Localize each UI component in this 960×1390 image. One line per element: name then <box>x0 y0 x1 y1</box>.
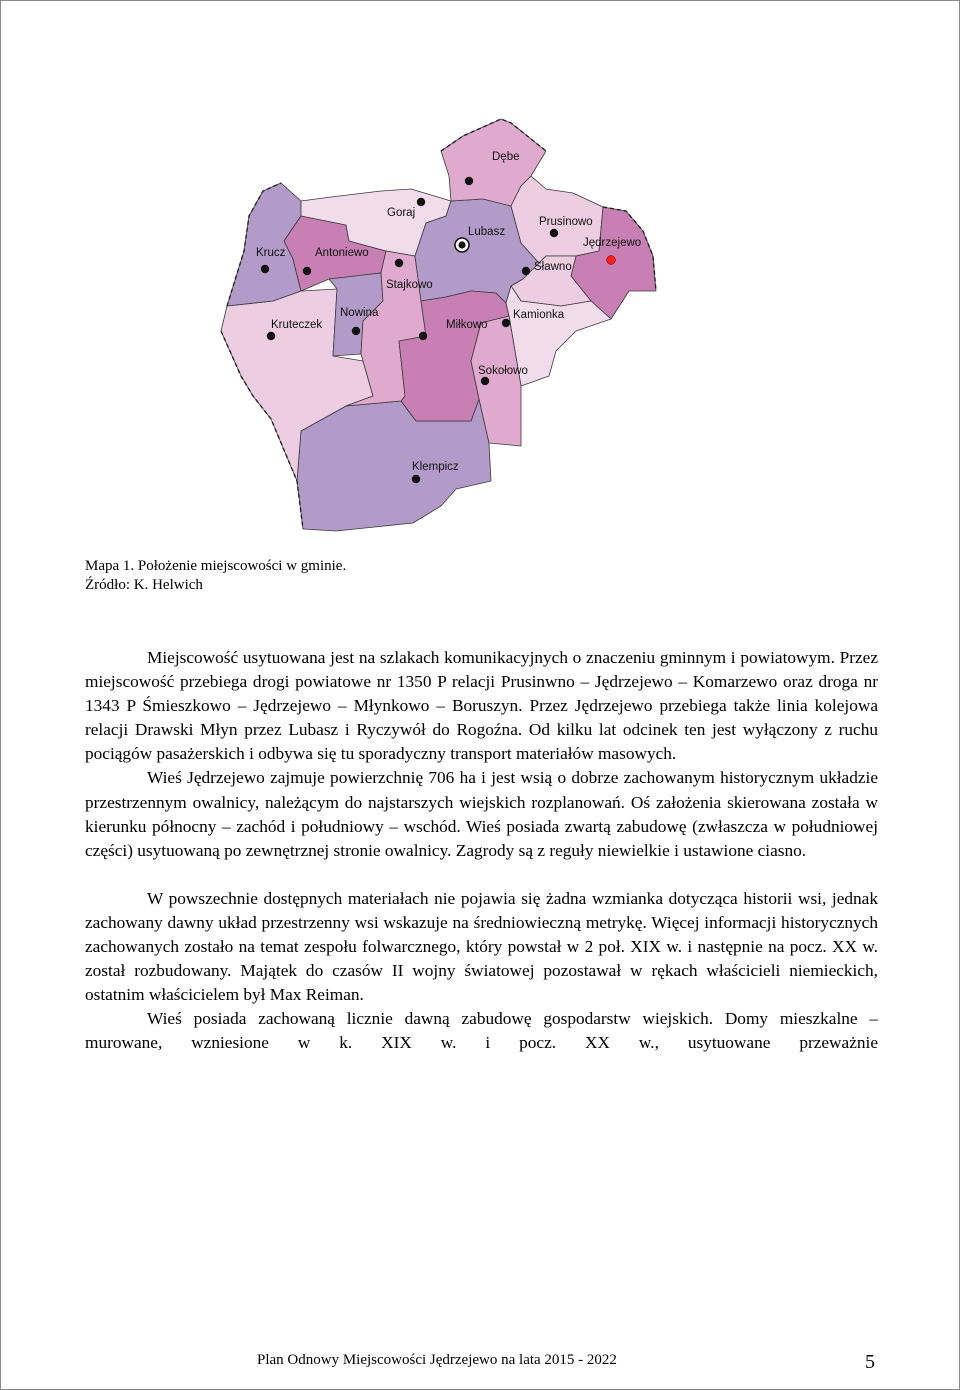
town-dot-krucz <box>261 265 269 273</box>
town-label-milkowo: Miłkowo <box>446 319 488 331</box>
town-dot-klempicz <box>412 475 420 483</box>
body-text <box>85 646 878 1056</box>
caption-title: Mapa 1. Położenie miejscowości w gminie. <box>85 558 347 574</box>
town-dot-prusinowo <box>550 229 558 237</box>
town-dot-kamionka <box>502 319 510 327</box>
town-dot-milkowo <box>419 332 427 340</box>
town-label-antoniewo: Antoniewo <box>315 247 369 259</box>
town-dot-jedrzejewo <box>607 256 616 265</box>
town-dot-kruteczek <box>267 332 275 340</box>
town-label-sokolowo: Sokołowo <box>478 365 528 377</box>
town-dot-nowina <box>352 327 360 335</box>
paragraph-history: W powszechnie dostępnych materiałach nie pojawia się żadna wzmianka dotycząca historii wsi, jednak zachowany dawny układ przestrzenny wsi wskazuje na średniowieczną metrykę. Więcej informacji historycznych zachowanych zostało na temat zespołu folwarcznego, który powstał w 2 poł. XIX w. i następnie na pocz. XX w. został rozbudowany. Majątek do czasów II wojny światowej pozostawał w rękach właścicieli niemieckich, ostatnim właścicielem był Max Reiman. <box>85 888 878 1005</box>
page-number: 5 <box>865 1351 875 1373</box>
town-dot-sokolowo <box>481 377 489 385</box>
town-label-debe: Dębe <box>492 151 520 163</box>
town-dot-lubasz <box>455 238 469 252</box>
town-label-kamionka: Kamionka <box>513 309 565 321</box>
town-label-goraj: Goraj <box>387 207 416 219</box>
town-label-jedrzejewo: Jędrzejewo <box>583 237 642 249</box>
footer-title: Plan Odnowy Miejscowości Jędrzejewo na lata 2015 - 2022 <box>257 1352 617 1368</box>
map-svg <box>1 1 960 546</box>
town-label-klempicz: Klempicz <box>412 461 459 473</box>
town-label-lubasz: Lubasz <box>468 226 506 238</box>
town-label-stajkowo: Stajkowo <box>386 279 433 291</box>
town-label-slawno: Sławno <box>534 261 572 273</box>
paragraph-transport: Miejscowość usytuowana jest na szlakach komunikacyjnych o znaczeniu gminnym i powiatowym. Przez miejscowość przebiega drogi powiatowe nr 1350 P relacji Prusinwno – Jędrzejewo – Komarzewo oraz droga nr 1343 P Śmieszkowo – Jędrzejewo – Młynkowo – Boruszyn. Przez Jędrzejewo przebiega także linia kolejowa relacji Drawski Młyn przez Lubasz i Ryczywół do Rogoźna. Od kilku lat odcinek ten jest wyłączony z ruchu pociągów pasażerskich i odbywa się tu sporadyczny transport materiałów masowych. <box>85 648 878 764</box>
municipality-map <box>1 1 960 546</box>
town-dot-stajkowo <box>395 259 403 267</box>
town-dot-goraj <box>417 198 425 206</box>
town-label-kruteczek: Kruteczek <box>271 319 323 331</box>
map-caption <box>85 557 346 595</box>
town-dot-debe <box>465 177 473 185</box>
town-dot-antoniewo <box>303 267 311 275</box>
town-label-prusinowo: Prusinowo <box>539 216 593 228</box>
town-label-krucz: Krucz <box>256 247 286 259</box>
town-label-nowina: Nowina <box>340 307 379 319</box>
caption-source: Źródło: K. Helwich <box>85 577 203 593</box>
paragraph-buildings: Wieś posiada zachowaną licznie dawną zabudowę gospodarstw wiejskich. Domy mieszkalne – murowane, wzniesione w k. XIX w. i pocz. XX w., usytuowane przeważnie <box>85 1009 878 1053</box>
paragraph-layout: Wieś Jędrzejewo zajmuje powierzchnię 706 ha i jest wsią o dobrze zachowanym historycznym układzie przestrzennym owalnicy, należącym do najstarszych wiejskich rozplanowań. Oś założenia skierowana została w kierunku północny – zachód i południowy – wschód. Wieś posiada zwartą zabudowę (zwłaszcza w południowej części) usytuowaną po zewnętrznej stronie owalnicy. Zagrody są z reguły niewielkie i ustawione ciasno. <box>85 768 878 860</box>
town-dot-slawno <box>522 267 530 275</box>
